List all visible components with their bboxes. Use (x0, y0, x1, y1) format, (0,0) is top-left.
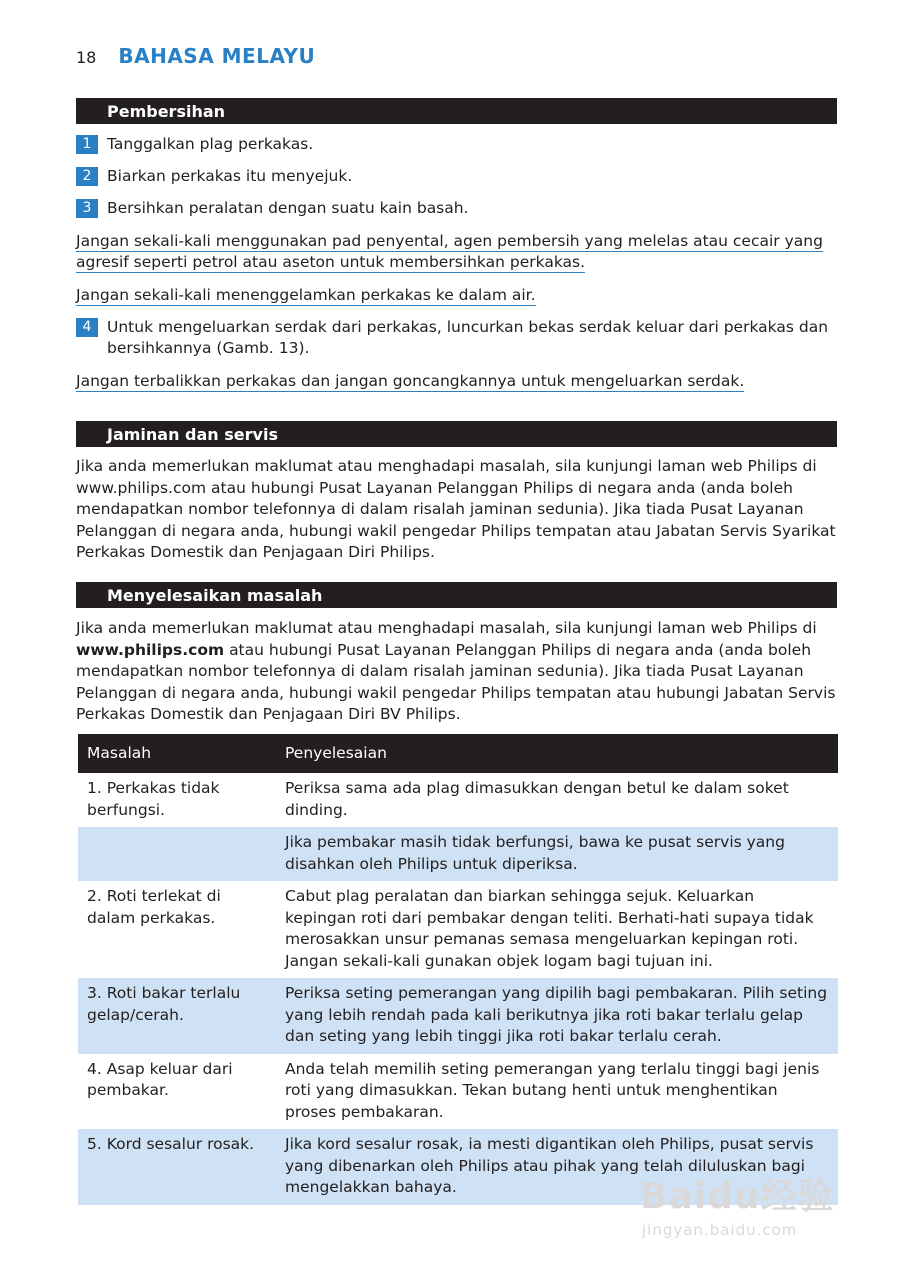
step-number-badge: 1 (76, 135, 98, 154)
column-header-problem: Masalah (78, 734, 276, 773)
step-number-badge: 3 (76, 199, 98, 218)
section-heading-guarantee: Jaminan dan servis (76, 421, 837, 447)
table-row (78, 1129, 838, 1205)
warning-line: Jangan terbalikkan perkakas dan jangan goncangkannya untuk mengeluarkan serdak. (76, 372, 745, 390)
website-link[interactable]: www.philips.com (76, 640, 225, 659)
watermark-url: jingyan.baidu.com (642, 1221, 798, 1239)
problem-cell: 5. Kord sesalur rosak. (78, 1129, 276, 1205)
section-heading-troubleshooting: Menyelesaikan masalah (76, 582, 837, 608)
problem-cell: 1. Perkakas tidak berfungsi. (78, 773, 276, 827)
troubleshooting-body (76, 618, 836, 726)
cleaning-step (76, 166, 846, 187)
solution-cell: Periksa seting pemerangan yang dipilih bagi pembakaran. Pilih seting yang lebih rendah pada kali berikutnya jika roti bakar terlalu gelap dan seting yang lebih tinggi jika roti bakar terlalu cerah. (276, 978, 838, 1054)
warning-immerse (76, 285, 836, 306)
warning-line: Jangan sekali-kali menggunakan pad penyental, agen pembersih yang melelas atau cecair yang (76, 232, 823, 250)
solution-cell: Periksa sama ada plag dimasukkan dengan betul ke dalam soket dinding. (276, 773, 838, 827)
step-text: Untuk mengeluarkan serdak dari perkakas, luncurkan bekas serdak keluar dari perkakas dan bersihkannya (Gamb. 13). (107, 318, 829, 357)
warning-abrasives (76, 231, 836, 273)
solution-cell: Anda telah memilih seting pemerangan yang terlalu tinggi bagi jenis roti yang dimasukkan. Tekan butang henti untuk menghentikan proses pembakaran. (276, 1054, 838, 1130)
cleaning-step (76, 134, 846, 155)
section-heading-cleaning: Pembersihan (76, 98, 837, 124)
language-title: BAHASA MELAYU (118, 44, 316, 68)
step-text: Bersihkan peralatan dengan suatu kain basah. (107, 199, 469, 217)
body-text: atau hubungi Pusat Layanan Pelanggan Philips di negara anda (anda boleh mendapatkan nombor telefonnya di dalam risalah jaminan sedunia). Jika tiada Pusat Layanan Pelanggan di negara anda, hubungi wakil pengedar Philips tempatan atau hubungi Jabatan Servis Perkakas Domestik dan Penjagaan Diri BV Philips. (76, 640, 836, 724)
solution-cell: Jika pembakar masih tidak berfungsi, bawa ke pusat servis yang disahkan oleh Philips untuk diperiksa. (276, 827, 838, 881)
solution-cell: Cabut plag peralatan dan biarkan sehingga sejuk. Keluarkan kepingan roti dari pembakar dengan teliti. Berhati-hati supaya tidak merosakkan unsur pemanas semasa mengeluarkan kepingan roti. Jangan sekali-kali gunakan objek logam bagi tujuan ini. (276, 881, 838, 978)
step-text: Biarkan perkakas itu menyejuk. (107, 167, 353, 185)
column-header-solution: Penyelesaian (276, 734, 838, 773)
table-row (78, 827, 838, 881)
step-number-badge: 4 (76, 318, 98, 337)
problem-cell: 3. Roti bakar terlalu gelap/cerah. (78, 978, 276, 1054)
guarantee-body: Jika anda memerlukan maklumat atau menghadapi masalah, sila kunjungi laman web Philips di www.philips.com atau hubungi Pusat Layanan Pelanggan Philips di negara anda (anda boleh mendapatkan nombor telefonnya di dalam risalah jaminan sedunia). Jika tiada Pusat Layanan Pelanggan di negara anda, hubungi wakil pengedar Philips tempatan atau Jabatan Servis Syarikat Perkakas Domestik dan Penjagaan Diri Philips. (76, 457, 836, 562)
table-header-row (78, 734, 838, 773)
cleaning-step (76, 198, 846, 219)
warning-crumbs (76, 371, 836, 392)
body-text: Jika anda memerlukan maklumat atau menghadapi masalah, sila kunjungi laman web Philips di (76, 619, 817, 637)
watermark-logo-text: Baidu经验 (640, 1176, 835, 1217)
table-row (78, 773, 838, 827)
cleaning-step (76, 317, 846, 359)
table-row (78, 1054, 838, 1130)
problem-cell (78, 827, 276, 881)
troubleshooting-table (78, 734, 838, 1205)
page-number: 18 (76, 48, 97, 67)
warning-line: agresif seperti petrol atau aseton untuk membersihkan perkakas. (76, 253, 586, 271)
step-text: Tanggalkan plag perkakas. (107, 135, 314, 153)
step-number-badge: 2 (76, 167, 98, 186)
table-row (78, 881, 838, 978)
table-row (78, 978, 838, 1054)
problem-cell: 2. Roti terlekat di dalam perkakas. (78, 881, 276, 978)
solution-cell: Jika kord sesalur rosak, ia mesti digantikan oleh Philips, pusat servis yang dibenarkan oleh Philips atau pihak yang telah diluluskan bagi mengelakkan bahaya. (276, 1129, 838, 1205)
problem-cell: 4. Asap keluar dari pembakar. (78, 1054, 276, 1130)
page-header (76, 44, 315, 72)
warning-line: Jangan sekali-kali menenggelamkan perkakas ke dalam air. (76, 286, 536, 304)
